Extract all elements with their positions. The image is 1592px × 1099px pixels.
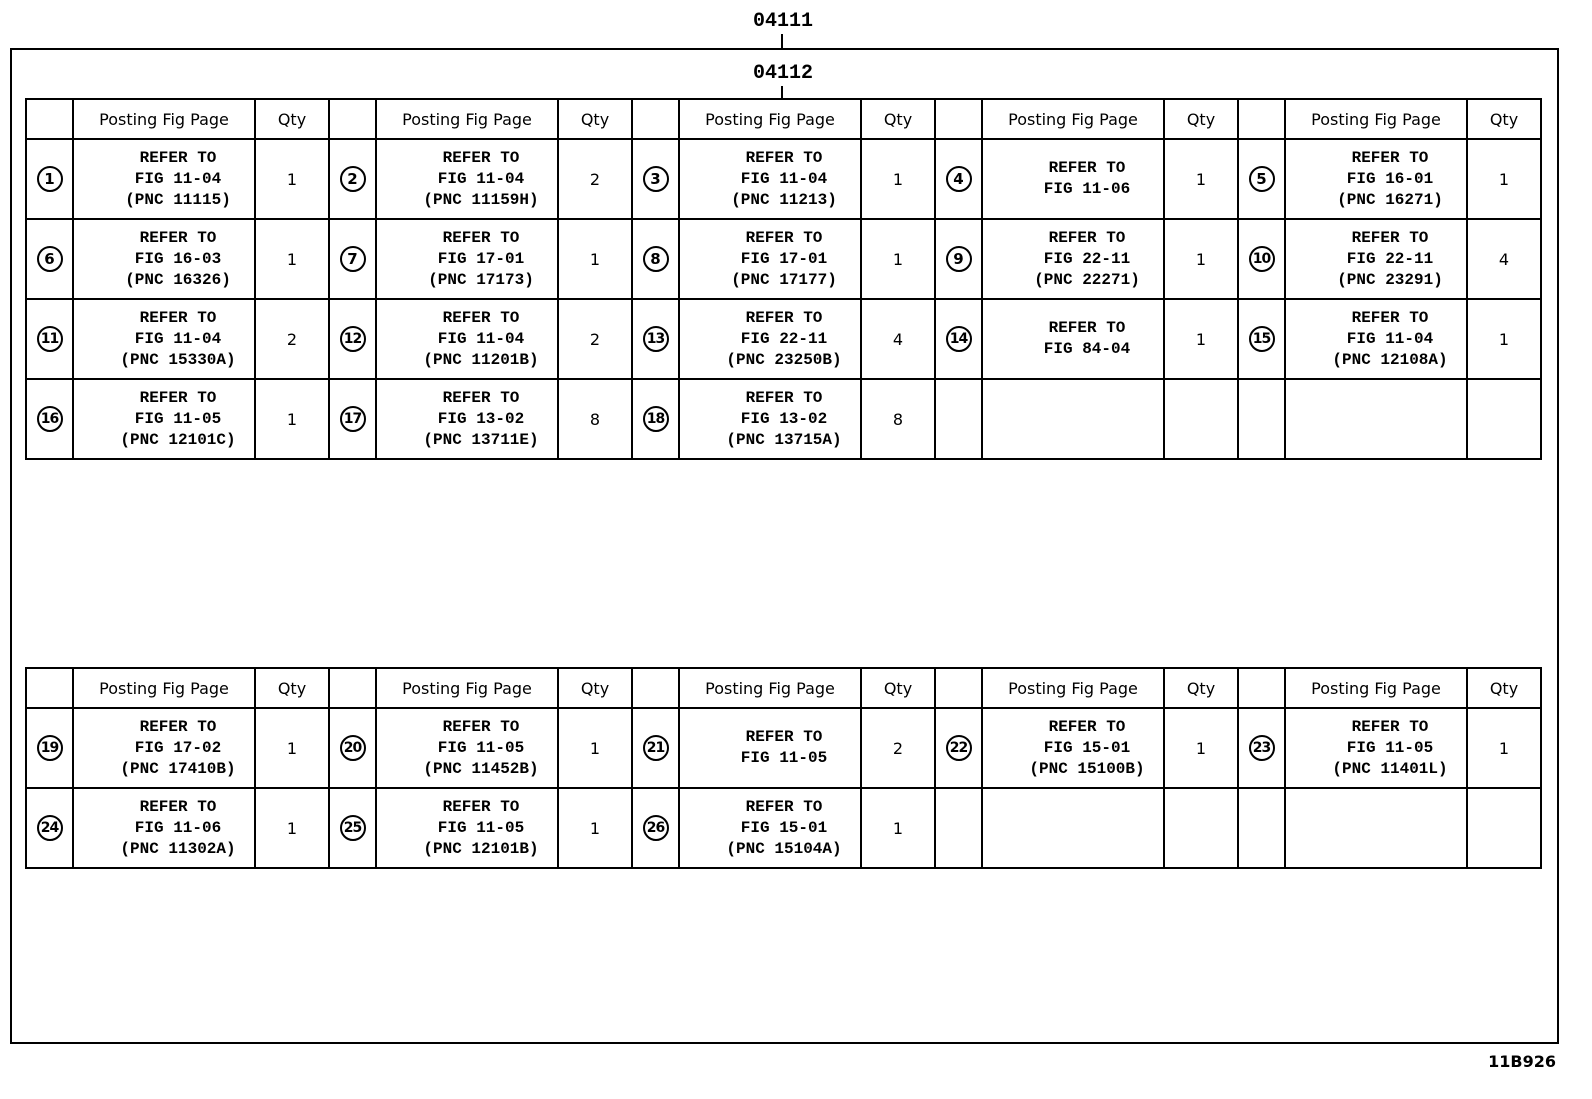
reference-line: REFER TO [1048,228,1126,247]
header-blank-cell [1238,668,1285,708]
reference-line: (PNC 16326) [125,270,231,289]
callout-cell [1238,139,1285,219]
qty-cell: 1 [255,379,329,459]
header-posting-fig-page: Posting Fig Page [679,99,861,139]
posting-fig-page-cell [1285,139,1467,219]
table-row [26,379,1541,459]
assembly-code-inner: 04112 [753,62,814,85]
callout-number: 23 [1249,735,1275,761]
callout-cell [935,379,982,459]
reference-line: REFER TO [1351,308,1429,327]
header-posting-fig-page: Posting Fig Page [1285,668,1467,708]
posting-fig-page-cell [679,708,861,788]
posting-fig-page-cell [73,788,255,868]
parts-table-upper [25,98,1542,460]
table-row [26,299,1541,379]
qty-cell [1164,788,1238,868]
reference-line: (PNC 15330A) [120,350,236,369]
header-blank-cell [935,668,982,708]
callout-number: 21 [643,735,669,761]
posting-fig-page-cell [1285,788,1467,868]
callout-cell [329,788,376,868]
reference-line: FIG 11-06 [134,818,222,837]
reference-line: REFER TO [442,148,520,167]
qty-cell: 1 [255,219,329,299]
qty-cell: 1 [558,708,632,788]
posting-fig-page-cell [376,708,558,788]
callout-cell [1238,299,1285,379]
reference-line: FIG 11-04 [437,329,525,348]
callout-number: 6 [37,246,63,272]
reference-line: FIG 15-01 [740,818,828,837]
reference-line: REFER TO [1351,148,1429,167]
callout-cell [1238,219,1285,299]
callout-number: 12 [340,326,366,352]
callout-number: 13 [643,326,669,352]
reference-line: (PNC 15104A) [726,839,842,858]
header-blank-cell [632,99,679,139]
qty-cell: 8 [861,379,935,459]
header-qty: Qty [1467,99,1541,139]
table-row [26,708,1541,788]
header-qty: Qty [1164,99,1238,139]
reference-line: (PNC 11159H) [423,190,539,209]
reference-line: FIG 11-05 [437,738,525,757]
callout-cell [935,708,982,788]
posting-fig-page-cell [73,379,255,459]
posting-fig-page-cell [376,139,558,219]
callout-number: 18 [643,406,669,432]
posting-fig-page-cell [679,299,861,379]
reference-line: REFER TO [1351,717,1429,736]
reference-line: FIG 16-01 [1346,169,1434,188]
reference-line: (PNC 13715A) [726,430,842,449]
figure-code: 11B926 [1488,1052,1556,1071]
callout-number: 24 [37,815,63,841]
reference-line: REFER TO [139,797,217,816]
reference-line: (PNC 17173) [428,270,534,289]
header-posting-fig-page: Posting Fig Page [376,99,558,139]
header-blank-cell [329,99,376,139]
qty-cell: 1 [255,139,329,219]
qty-cell: 1 [1467,299,1541,379]
reference-line: FIG 11-04 [134,329,222,348]
qty-cell: 1 [255,788,329,868]
reference-line: (PNC 17177) [731,270,837,289]
reference-line: (PNC 22271) [1034,270,1140,289]
reference-line: FIG 17-02 [134,738,222,757]
header-blank-cell [632,668,679,708]
reference-line: FIG 13-02 [437,409,525,428]
posting-fig-page-cell [376,299,558,379]
reference-line: FIG 22-11 [1346,249,1434,268]
reference-line: FIG 11-06 [1043,180,1131,198]
callout-cell [632,708,679,788]
reference-line: REFER TO [1351,228,1429,247]
assembly-code-outer: 04111 [753,10,814,33]
qty-cell: 4 [1467,219,1541,299]
header-posting-fig-page: Posting Fig Page [1285,99,1467,139]
reference-line: (PNC 13711E) [423,430,539,449]
leader-line-outer [781,34,783,48]
qty-cell [1164,379,1238,459]
posting-fig-page-cell [1285,299,1467,379]
callout-number: 19 [37,735,63,761]
callout-cell [935,219,982,299]
reference-line: REFER TO [745,728,823,746]
callout-number: 20 [340,735,366,761]
posting-fig-page-cell [982,219,1164,299]
callout-cell [1238,379,1285,459]
reference-line: (PNC 15100B) [1029,759,1145,778]
callout-number: 14 [946,326,972,352]
reference-line: REFER TO [745,228,823,247]
reference-line: REFER TO [139,308,217,327]
callout-number: 22 [946,735,972,761]
qty-cell: 1 [861,788,935,868]
reference-line: FIG 17-01 [437,249,525,268]
posting-fig-page-cell [679,219,861,299]
callout-cell [329,219,376,299]
callout-cell [26,219,73,299]
header-blank-cell [26,668,73,708]
qty-cell [1467,379,1541,459]
reference-line: REFER TO [745,388,823,407]
reference-line: REFER TO [139,388,217,407]
header-qty: Qty [1164,668,1238,708]
callout-cell [329,299,376,379]
header-blank-cell [26,99,73,139]
header-posting-fig-page: Posting Fig Page [376,668,558,708]
header-posting-fig-page: Posting Fig Page [982,99,1164,139]
callout-cell [935,299,982,379]
reference-line: FIG 11-04 [437,169,525,188]
reference-line: REFER TO [139,148,217,167]
callout-cell [1238,708,1285,788]
header-posting-fig-page: Posting Fig Page [73,99,255,139]
posting-fig-page-cell [982,139,1164,219]
header-blank-cell [329,668,376,708]
posting-fig-page-cell [73,139,255,219]
reference-line: REFER TO [745,148,823,167]
reference-line: (PNC 11401L) [1332,759,1448,778]
reference-line: REFER TO [442,228,520,247]
reference-line: FIG 15-01 [1043,738,1131,757]
header-posting-fig-page: Posting Fig Page [679,668,861,708]
header-qty: Qty [861,99,935,139]
callout-number: 16 [37,406,63,432]
callout-cell [329,379,376,459]
header-blank-cell [935,99,982,139]
qty-cell: 2 [558,299,632,379]
table-row [26,219,1541,299]
reference-line: (PNC 11201B) [423,350,539,369]
posting-fig-page-cell [679,788,861,868]
reference-line: REFER TO [745,797,823,816]
callout-number: 9 [946,246,972,272]
reference-line: FIG 11-04 [1346,329,1434,348]
header-qty: Qty [558,668,632,708]
callout-cell [1238,788,1285,868]
qty-cell: 1 [1467,139,1541,219]
callout-cell [26,788,73,868]
posting-fig-page-cell [982,708,1164,788]
reference-line: REFER TO [442,717,520,736]
reference-line: FIG 11-05 [1346,738,1434,757]
callout-cell [632,219,679,299]
callout-cell [26,299,73,379]
callout-number: 15 [1249,326,1275,352]
header-qty: Qty [558,99,632,139]
qty-cell: 1 [861,139,935,219]
reference-line: FIG 11-05 [437,818,525,837]
qty-cell: 1 [255,708,329,788]
qty-cell: 1 [558,788,632,868]
reference-line: FIG 11-05 [134,409,222,428]
reference-line: FIG 11-05 [740,749,828,767]
qty-cell: 8 [558,379,632,459]
reference-line: (PNC 11302A) [120,839,236,858]
header-qty: Qty [255,99,329,139]
posting-fig-page-cell [1285,379,1467,459]
qty-cell: 1 [1164,219,1238,299]
qty-cell: 2 [861,708,935,788]
reference-line: REFER TO [745,308,823,327]
reference-line: FIG 13-02 [740,409,828,428]
callout-number: 25 [340,815,366,841]
table-row [26,139,1541,219]
reference-line: (PNC 11452B) [423,759,539,778]
header-qty: Qty [255,668,329,708]
callout-number: 7 [340,246,366,272]
reference-line: (PNC 12108A) [1332,350,1448,369]
reference-line: (PNC 16271) [1337,190,1443,209]
header-qty: Qty [861,668,935,708]
callout-number: 4 [946,166,972,192]
qty-cell [1467,788,1541,868]
callout-cell [329,139,376,219]
posting-fig-page-cell [376,219,558,299]
posting-fig-page-cell [679,379,861,459]
reference-line: (PNC 12101B) [423,839,539,858]
reference-line: REFER TO [442,388,520,407]
posting-fig-page-cell [376,788,558,868]
callout-number: 8 [643,246,669,272]
callout-cell [935,788,982,868]
reference-line: FIG 11-04 [134,169,222,188]
reference-line: REFER TO [139,717,217,736]
qty-cell: 1 [1164,299,1238,379]
callout-cell [329,708,376,788]
callout-number: 3 [643,166,669,192]
posting-fig-page-cell [1285,708,1467,788]
callout-number: 26 [643,815,669,841]
callout-number: 5 [1249,166,1275,192]
table-header-row [26,668,1541,708]
header-blank-cell [1238,99,1285,139]
header-posting-fig-page: Posting Fig Page [73,668,255,708]
reference-line: REFER TO [442,797,520,816]
qty-cell: 1 [1164,139,1238,219]
callout-number: 11 [37,326,63,352]
reference-line: (PNC 11115) [125,190,231,209]
posting-fig-page-cell [73,708,255,788]
header-qty: Qty [1467,668,1541,708]
reference-line: REFER TO [139,228,217,247]
qty-cell: 1 [1164,708,1238,788]
reference-line: REFER TO [442,308,520,327]
callout-number: 10 [1249,246,1275,272]
reference-line: REFER TO [1048,159,1126,177]
posting-fig-page-cell [73,219,255,299]
callout-cell [632,139,679,219]
qty-cell: 4 [861,299,935,379]
posting-fig-page-cell [982,379,1164,459]
qty-cell: 1 [1467,708,1541,788]
callout-cell [632,299,679,379]
reference-line: FIG 11-04 [740,169,828,188]
callout-cell [632,379,679,459]
callout-cell [632,788,679,868]
posting-fig-page-cell [376,379,558,459]
posting-fig-page-cell [982,788,1164,868]
callout-number: 17 [340,406,366,432]
posting-fig-page-cell [1285,219,1467,299]
parts-table-lower [25,667,1542,869]
callout-cell [26,139,73,219]
reference-line: (PNC 23250B) [726,350,842,369]
reference-line: (PNC 17410B) [120,759,236,778]
reference-line: FIG 16-03 [134,249,222,268]
posting-fig-page-cell [982,299,1164,379]
table-row [26,788,1541,868]
reference-line: (PNC 11213) [731,190,837,209]
qty-cell: 1 [861,219,935,299]
reference-line: REFER TO [1048,319,1126,337]
qty-cell: 1 [558,219,632,299]
callout-cell [26,708,73,788]
table-header-row [26,99,1541,139]
reference-line: (PNC 12101C) [120,430,236,449]
reference-line: FIG 84-04 [1043,340,1131,358]
callout-cell [26,379,73,459]
reference-line: FIG 22-11 [740,329,828,348]
callout-number: 2 [340,166,366,192]
posting-fig-page-cell [679,139,861,219]
callout-number: 1 [37,166,63,192]
reference-line: FIG 17-01 [740,249,828,268]
posting-fig-page-cell [73,299,255,379]
header-posting-fig-page: Posting Fig Page [982,668,1164,708]
reference-line: (PNC 23291) [1337,270,1443,289]
reference-line: REFER TO [1048,717,1126,736]
reference-line: FIG 22-11 [1043,249,1131,268]
qty-cell: 2 [558,139,632,219]
callout-cell [935,139,982,219]
qty-cell: 2 [255,299,329,379]
